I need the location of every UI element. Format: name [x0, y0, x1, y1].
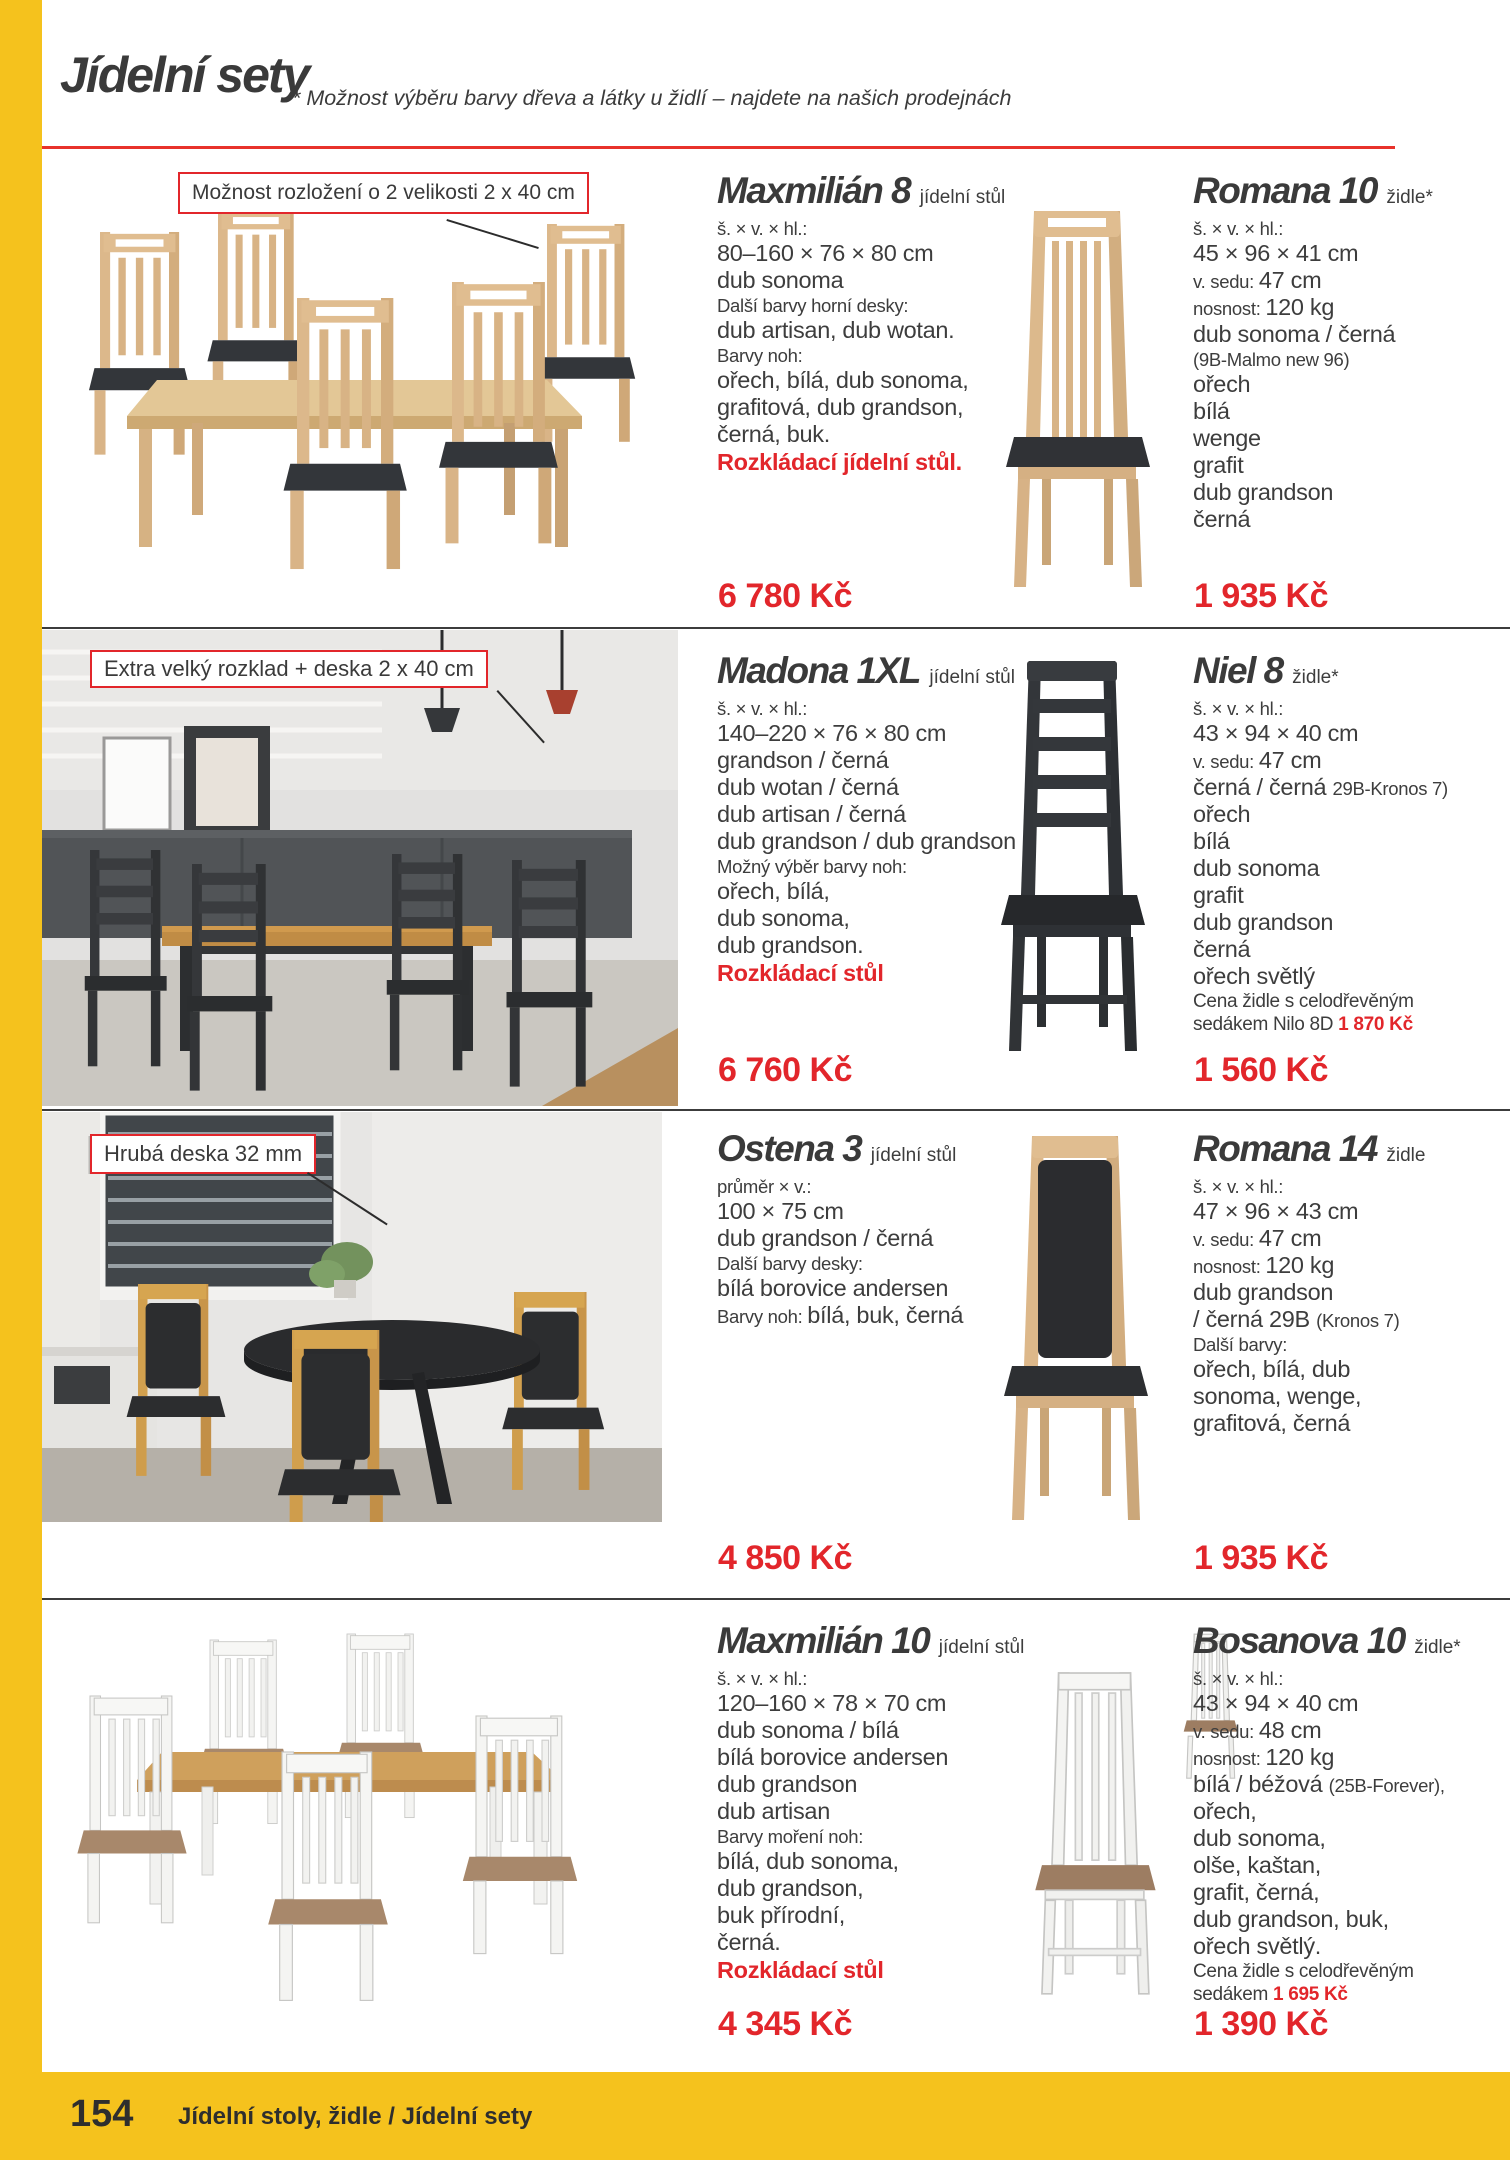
spec-text: ořech, bílá, [717, 878, 830, 904]
product-name: Romana 10 [1193, 170, 1377, 211]
spec-text: sedákem Nilo 8D [1193, 1014, 1339, 1035]
product-type: židle* [1414, 1637, 1461, 1658]
chair-price: 1 390 Kč [1194, 2005, 1328, 2043]
spec-line [1193, 801, 1423, 828]
spec-text: dub grandson [1193, 1279, 1334, 1305]
spec-text: bílá / béžová [1193, 1771, 1329, 1797]
product-title [717, 1622, 1050, 1660]
spec-line [1193, 828, 1423, 855]
row-divider [42, 627, 1510, 629]
spec-line [1193, 1960, 1423, 1983]
spec-text: grafit [1193, 452, 1244, 478]
spec-line [1193, 240, 1423, 267]
page-title: Jídelní sety [60, 47, 309, 103]
spec-text: dub sonoma [1193, 855, 1320, 881]
spec-line [1193, 1383, 1423, 1410]
spec-line [1193, 267, 1423, 294]
spec-text: nosnost: [1193, 1256, 1266, 1277]
product-type: jídelní stůl [929, 667, 1015, 688]
spec-text: bílá [1193, 828, 1230, 854]
chair-spec-column [1193, 1128, 1426, 1437]
table-price: 4 345 Kč [718, 2005, 852, 2043]
spec-text: š. × v. × hl.: [717, 698, 808, 719]
spec-line [1193, 1690, 1423, 1717]
product-type: židle [1386, 1145, 1426, 1166]
spec-text: ořech, bílá, dub sonoma, [717, 367, 969, 393]
chair-photo [995, 1668, 1195, 1998]
spec-line [1193, 1852, 1423, 1879]
dining-set-photo [42, 1622, 667, 2007]
romana-10-chair-illustration [970, 205, 1185, 590]
chair-spec-column [1193, 650, 1448, 1036]
product-name: Romana 14 [1193, 1128, 1377, 1169]
dining-set-photo [42, 630, 678, 1106]
spec-line [1193, 1333, 1423, 1356]
product-title [1193, 170, 1433, 211]
spec-line [1193, 697, 1423, 720]
spec-line [1193, 1667, 1423, 1690]
spec-text: dub grandson [1193, 479, 1334, 505]
spec-text: dub grandson [717, 1771, 858, 1797]
romana-14-chair-illustration [968, 1130, 1183, 1525]
spec-text: průměr × v.: [717, 1176, 812, 1197]
spec-line [1193, 348, 1423, 371]
spec-line [1193, 1906, 1423, 1933]
spec-text: 47 cm [1258, 747, 1322, 773]
product-type: jídelní stůl [919, 187, 1006, 208]
spec-text: 120 kg [1265, 1252, 1335, 1278]
niel-8-chair-illustration [965, 655, 1180, 1055]
spec-text: Další barvy: [1193, 1334, 1288, 1355]
spec-text: dub grandson / černá [717, 1225, 934, 1251]
spec-text: černá. [717, 1929, 781, 1955]
spec-text: 43 × 94 × 40 cm [1193, 1690, 1359, 1716]
spec-text: Rozkládací stůl [717, 960, 884, 986]
spec-text: 29B-Kronos 7) [1332, 778, 1448, 799]
spec-lines [1193, 217, 1423, 533]
spec-text: 47 cm [1258, 1225, 1322, 1251]
spec-text: š. × v. × hl.: [1193, 218, 1284, 239]
chair-price: 1 935 Kč [1194, 1539, 1328, 1577]
product-name: Maxmilián 10 [717, 1620, 930, 1661]
spec-line [1193, 774, 1448, 801]
beech-dining-set-illustration [42, 168, 667, 610]
product-type: židle* [1386, 187, 1433, 208]
page-subtitle: * Možnost výběru barvy dřeva a látky u židlí – najdete na našich prodejnách [292, 86, 1012, 110]
spec-text: 1 695 Kč [1272, 1984, 1348, 2005]
spec-text: dub grandson, buk, [1193, 1906, 1389, 1932]
spec-text: 80–160 × 76 × 80 cm [717, 240, 934, 266]
footer-page-number: 154 [70, 2093, 134, 2135]
chair-price: 1 560 Kč [1194, 1051, 1328, 1089]
spec-line [1193, 963, 1423, 990]
spec-text: bílá, buk, černá [807, 1302, 964, 1328]
spec-text: černá, buk. [717, 421, 830, 447]
spec-text: 120–160 × 78 × 70 cm [717, 1690, 947, 1716]
spec-text: grafit [1193, 882, 1244, 908]
spec-text: v. sedu: [1193, 1721, 1259, 1742]
spec-text: ořech [1193, 371, 1251, 397]
table-price: 6 780 Kč [718, 577, 852, 615]
spec-text: (Kronos 7) [1316, 1310, 1400, 1331]
product-name: Ostena 3 [717, 1128, 862, 1169]
header-rule [42, 146, 1395, 149]
spec-text: buk přírodní, [717, 1902, 846, 1928]
spec-text: bílá borovice andersen [717, 1744, 949, 1770]
spec-text: š. × v. × hl.: [1193, 1668, 1284, 1689]
spec-text: dub artisan [717, 1798, 830, 1824]
spec-text: dub grandson. [717, 932, 864, 958]
spec-text: grafitová, dub grandson, [717, 394, 964, 420]
spec-text: 120 kg [1265, 1744, 1335, 1770]
spec-text: Cena židle s celodřevěným [1193, 1961, 1414, 1982]
spec-text: š. × v. × hl.: [717, 218, 808, 239]
spec-text: dub sonoma / černá [1193, 321, 1396, 347]
spec-text: š. × v. × hl.: [1193, 698, 1284, 719]
spec-line [1193, 321, 1423, 348]
callout-badge: Hrubá deska 32 mm [90, 1134, 316, 1174]
spec-text: ořech [1193, 801, 1251, 827]
spec-text: ořech, bílá, dub [1193, 1356, 1351, 1382]
spec-line [1193, 855, 1423, 882]
spec-line [1193, 1252, 1423, 1279]
white-dining-set-illustration [42, 1622, 667, 2007]
spec-text: grafit, černá, [1193, 1879, 1320, 1905]
spec-line [1193, 479, 1423, 506]
row-divider [42, 1109, 1510, 1111]
spec-text: 48 cm [1258, 1717, 1322, 1743]
chair-spec-column [1193, 1620, 1461, 2006]
spec-line [1193, 1798, 1423, 1825]
spec-line [1193, 1771, 1445, 1798]
spec-text: 100 × 75 cm [717, 1198, 844, 1224]
spec-text: dub wotan / černá [717, 774, 899, 800]
spec-text: bílá [1193, 398, 1230, 424]
spec-text: 43 × 94 × 40 cm [1193, 720, 1359, 746]
spec-text: dub sonoma, [1193, 1825, 1326, 1851]
product-name: Maxmilián 8 [717, 170, 911, 211]
spec-line [1193, 720, 1423, 747]
brand-stripe [0, 0, 42, 2160]
spec-text: nosnost: [1193, 1748, 1266, 1769]
product-type: židle* [1292, 667, 1339, 688]
product-name: Bosanova 10 [1193, 1620, 1405, 1661]
product-name: Niel 8 [1193, 650, 1283, 691]
product-title [1193, 1128, 1426, 1169]
spec-lines [1193, 1667, 1445, 2006]
footer-section-label: Jídelní stoly, židle / Jídelní sety [178, 2103, 533, 2130]
callout-badge: Extra velký rozklad + deska 2 x 40 cm [90, 650, 488, 688]
spec-text: sedákem [1193, 1984, 1273, 2005]
spec-text: ořech, [1193, 1798, 1257, 1824]
spec-text: dub grandson / dub grandson [717, 828, 1016, 854]
spec-line [1193, 371, 1423, 398]
spec-line [1193, 1825, 1423, 1852]
spec-line [1193, 882, 1423, 909]
spec-text: v. sedu: [1193, 751, 1259, 772]
spec-text: Rozkládací stůl [717, 1957, 884, 1983]
spec-line [1193, 294, 1423, 321]
spec-text: Další barvy desky: [717, 1253, 863, 1274]
spec-text: 45 × 96 × 41 cm [1193, 240, 1359, 266]
product-type: jídelní stůl [938, 1637, 1025, 1658]
spec-line [1193, 936, 1423, 963]
spec-line [1193, 1306, 1423, 1333]
chair-spec-column [1193, 170, 1433, 533]
spec-line [1193, 398, 1423, 425]
dark-dining-room-illustration [42, 630, 678, 1106]
spec-text: š. × v. × hl.: [717, 1668, 808, 1689]
spec-text: olše, kaštan, [1193, 1852, 1322, 1878]
spec-text: černá / černá [1193, 774, 1333, 800]
spec-text: Barvy noh: [717, 1306, 808, 1327]
spec-line [1193, 1410, 1423, 1437]
spec-text: ořech světlý [1193, 963, 1315, 989]
callout-badge: Možnost rozložení o 2 velikosti 2 x 40 cm [178, 172, 589, 214]
spec-text: v. sedu: [1193, 271, 1259, 292]
spec-line [1193, 990, 1423, 1013]
spec-text: / černá 29B [1193, 1306, 1317, 1332]
chair-photo [965, 655, 1180, 1055]
spec-text: dub artisan, dub wotan. [717, 317, 955, 343]
spec-text: ořech světlý. [1193, 1933, 1322, 1959]
spec-line [1193, 425, 1423, 452]
spec-line [1193, 1879, 1423, 1906]
spec-text: černá [1193, 936, 1251, 962]
spec-text: Barvy noh: [717, 345, 803, 366]
spec-line [1193, 1198, 1423, 1225]
spec-line [1193, 1279, 1423, 1306]
product-title [1193, 652, 1423, 690]
spec-line [1193, 1175, 1423, 1198]
spec-line [1193, 1356, 1423, 1383]
spec-text: (9B-Malmo new 96) [1193, 349, 1350, 370]
spec-text: grafitová, černá [1193, 1410, 1351, 1436]
spec-text: dub sonoma / bílá [717, 1717, 899, 1743]
spec-line [1193, 1983, 1423, 2006]
spec-text: nosnost: [1193, 298, 1266, 319]
spec-text: bílá borovice andersen [717, 1275, 949, 1301]
spec-text: Cena židle s celodřevěným [1193, 991, 1414, 1012]
spec-text: 140–220 × 76 × 80 cm [717, 720, 947, 746]
spec-line [1193, 1225, 1423, 1252]
spec-lines [1193, 697, 1448, 1036]
chair-photo [970, 205, 1185, 590]
dining-set-photo [42, 168, 667, 610]
spec-text: grandson / černá [717, 747, 889, 773]
spec-line [1193, 1744, 1423, 1771]
spec-text: černá [1193, 506, 1251, 532]
spec-line [1193, 747, 1423, 774]
spec-text: (25B-Forever), [1328, 1775, 1445, 1796]
spec-line [1193, 506, 1423, 533]
spec-text: dub sonoma, [717, 905, 850, 931]
table-price: 6 760 Kč [718, 1051, 852, 1089]
spec-text: sonoma, wenge, [1193, 1383, 1362, 1409]
product-name: Madona 1XL [717, 650, 920, 691]
spec-text: dub sonoma [717, 267, 844, 293]
spec-text: Možný výběr barvy noh: [717, 856, 907, 877]
spec-line [1193, 1933, 1423, 1960]
bosanova-10-chair-illustration [995, 1668, 1195, 1998]
spec-text: v. sedu: [1193, 1229, 1259, 1250]
chair-photo [968, 1130, 1183, 1525]
spec-text: 47 × 96 × 43 cm [1193, 1198, 1359, 1224]
spec-text: Rozkládací jídelní stůl. [717, 449, 962, 475]
table-price: 4 850 Kč [718, 1539, 852, 1577]
spec-text: dub grandson, [717, 1875, 864, 1901]
spec-text: Barvy moření noh: [717, 1826, 864, 1847]
row-divider [42, 1598, 1510, 1600]
spec-text: wenge [1193, 425, 1261, 451]
spec-line [1193, 1717, 1423, 1744]
spec-text: 1 870 Kč [1338, 1014, 1413, 1035]
product-title [1193, 1620, 1461, 1661]
spec-text: dub artisan / černá [717, 801, 906, 827]
spec-line [1193, 909, 1423, 936]
spec-text: Další barvy horní desky: [717, 295, 909, 316]
spec-text: 120 kg [1265, 294, 1335, 320]
spec-text: bílá, dub sonoma, [717, 1848, 899, 1874]
spec-line [1193, 452, 1423, 479]
spec-lines [1193, 1175, 1423, 1437]
spec-line [1193, 1013, 1423, 1036]
product-type: jídelní stůl [870, 1145, 957, 1166]
spec-text: 47 cm [1258, 267, 1322, 293]
spec-line [1193, 217, 1423, 240]
spec-text: dub grandson [1193, 909, 1334, 935]
spec-text: š. × v. × hl.: [1193, 1176, 1284, 1197]
chair-price: 1 935 Kč [1194, 577, 1328, 615]
